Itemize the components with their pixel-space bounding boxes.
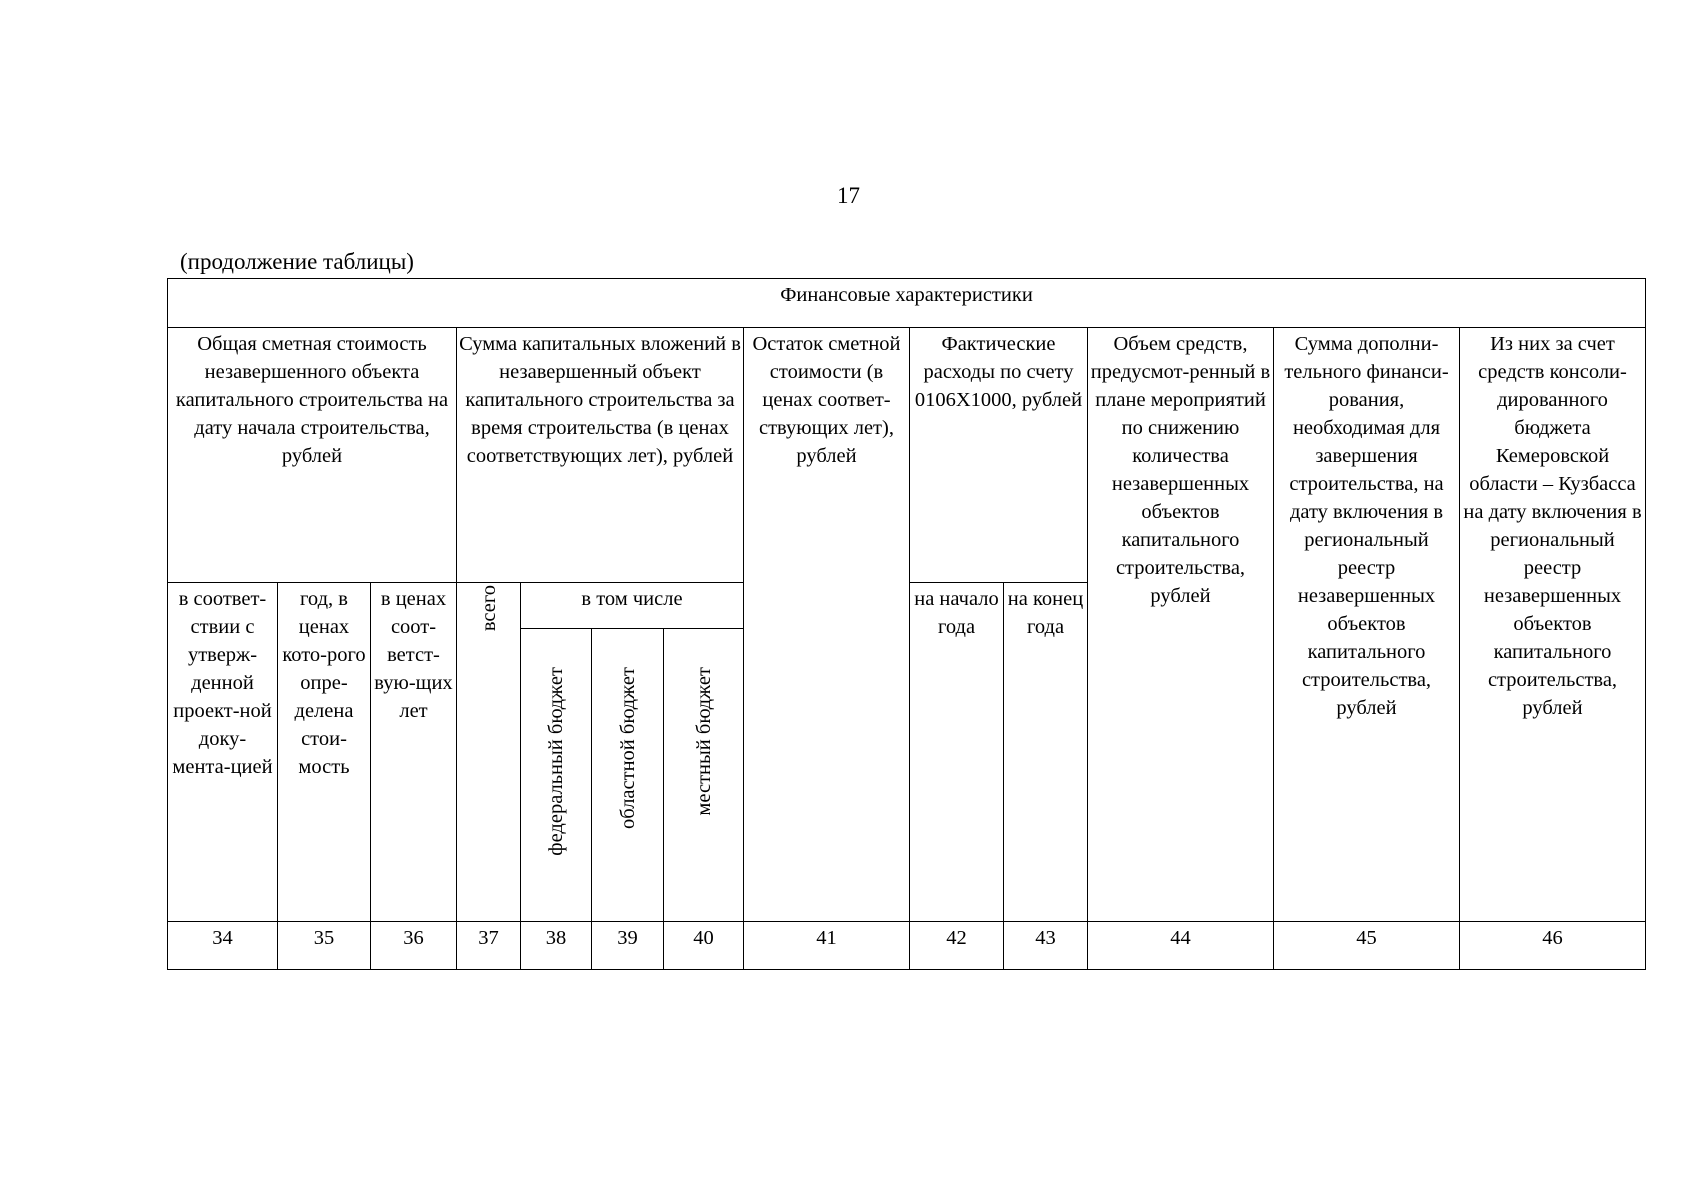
column-number: 41 (744, 922, 910, 970)
table-title: Финансовые характеристики (168, 279, 1646, 328)
header-federal-budget-label: федеральный бюджет (545, 667, 567, 856)
header-current-prices: в ценах соот-ветст-вую-щих лет (371, 583, 457, 922)
header-cost-year: год, в ценах кото-рого опре-делена стои-мость (278, 583, 371, 922)
column-number: 38 (521, 922, 592, 970)
column-number: 39 (592, 922, 664, 970)
table-continuation-caption: (продолжение таблицы) (180, 249, 414, 274)
header-total-estimated-cost: Общая сметная стоимость незавершенного объекта капитального строительства на дату начала строительства, рублей (168, 328, 457, 583)
column-number: 44 (1088, 922, 1274, 970)
header-per-approved-documentation: в соответ-ствии с утверж-денной проект-ной доку-мента-цией (168, 583, 278, 922)
header-reduction-plan-funds: Объем средств, предусмот-ренный в плане мероприятий по снижению количества незавершенных объектов капитального строительства, рублей (1088, 328, 1274, 922)
header-start-of-year: на начало года (910, 583, 1004, 922)
header-actual-expenses: Фактические расходы по счету 0106Х1000, рублей (910, 328, 1088, 583)
column-number: 46 (1460, 922, 1646, 970)
header-end-of-year: на конец года (1004, 583, 1088, 922)
column-number: 36 (371, 922, 457, 970)
header-additional-financing: Сумма дополни-тельного финанси-рования, необходимая для завершения строительства, на дату включения в региональный реестр незавершенных объектов капитального строительства, рублей (1274, 328, 1460, 922)
column-number: 37 (457, 922, 521, 970)
header-local-budget (664, 629, 744, 922)
column-number: 35 (278, 922, 371, 970)
column-number: 43 (1004, 922, 1088, 970)
header-capital-investments: Сумма капитальных вложений в незавершенный объект капитального строительства за время строительства (в ценах соответствующих лет), рублей (457, 328, 744, 583)
header-regional-budget-label: областной бюджет (616, 667, 639, 829)
column-number: 40 (664, 922, 744, 970)
header-consolidated-budget-share: Из них за счет средств консоли-дированного бюджета Кемеровской области – Кузбасса на дату включения в региональный реестр незавершенных объектов капитального строительства, рублей (1460, 328, 1646, 922)
page-number: 17 (837, 183, 860, 208)
header-total-label: всего (477, 585, 500, 632)
header-total (457, 583, 521, 922)
column-number: 34 (168, 922, 278, 970)
header-including: в том числе (521, 583, 744, 629)
column-number: 42 (910, 922, 1004, 970)
column-number: 45 (1274, 922, 1460, 970)
header-regional-budget (592, 629, 664, 922)
header-local-budget-label: местный бюджет (692, 667, 715, 816)
header-remaining-estimated-cost: Остаток сметной стоимости (в ценах соответ-ствующих лет), рублей (744, 328, 910, 922)
financial-characteristics-table (167, 278, 1646, 970)
header-federal-budget (521, 629, 592, 922)
